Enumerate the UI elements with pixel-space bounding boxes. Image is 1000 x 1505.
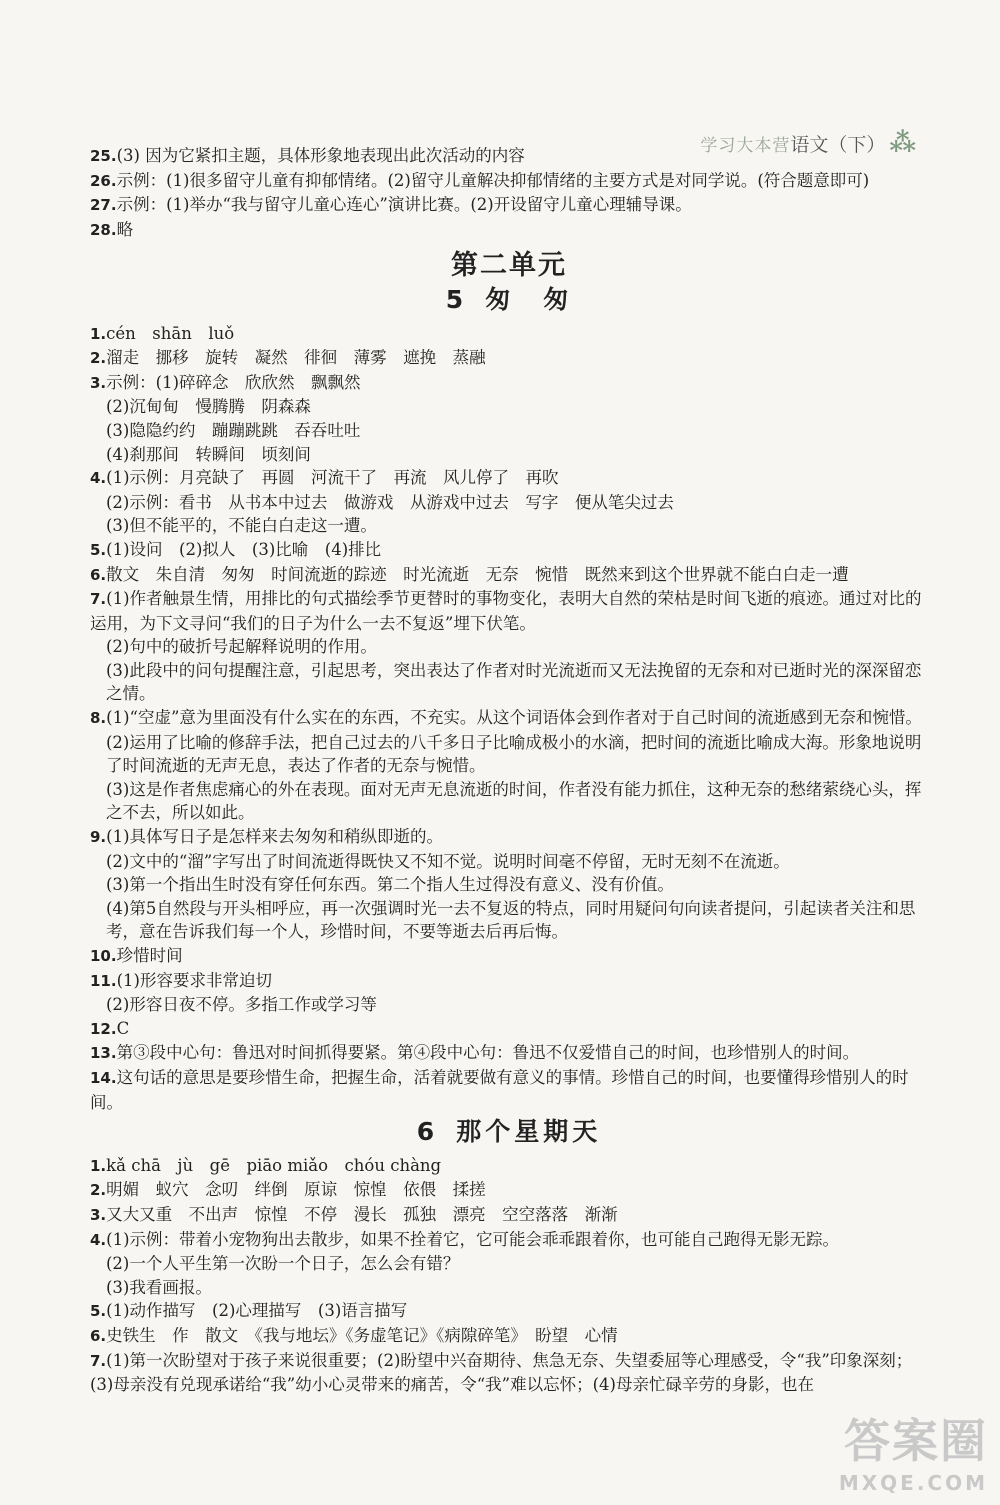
answer-line <box>90 1252 928 1276</box>
unit-title: 第二单元 <box>451 250 567 282</box>
answer-line <box>90 1154 928 1179</box>
lesson-name: 匆 匆 <box>485 284 573 314</box>
answer-text: (2)运用了比喻的修辞手法，把自己过去的八千多日子比喻成极小的水滴，把时间的流逝比喻成大海。形象地说明了时间流逝的无声无息，表达了作者的无奈与惋惜。 <box>106 732 922 776</box>
answer-line <box>90 419 928 443</box>
answer-line <box>90 466 928 491</box>
answer-text: 示例：(1)碎碎念 欣欣然 飘飘然 <box>106 372 361 392</box>
question-number: 3. <box>90 1205 107 1224</box>
answer-line <box>90 825 928 850</box>
lesson-5-title <box>90 284 928 314</box>
answer-text: (1)动作描写 (2)心理描写 (3)语言描写 <box>106 1301 408 1321</box>
lesson-6-title <box>90 1117 928 1147</box>
answer-text: (3)隐隐约约 蹦蹦跳跳 吞吞吐吐 <box>106 420 361 440</box>
answer-text: (2)句中的破折号起解释说明的作用。 <box>106 637 377 657</box>
answer-text: C <box>116 1018 130 1038</box>
answer-text: cén shān luǒ <box>106 323 235 343</box>
answer-text: kǎ chā jù gē piāo miǎo chóu chàng <box>106 1155 442 1175</box>
answer-line <box>90 1349 928 1397</box>
lesson-number: 6 <box>416 1117 439 1147</box>
answer-text: (3) 因为它紧扣主题，具体形象地表现出此次活动的内容 <box>116 146 525 165</box>
answer-text: (2)一个人平生第一次盼一个日子，怎么会有错？ <box>106 1254 460 1274</box>
question-number: 3. <box>90 373 107 392</box>
answer-content <box>90 144 928 1397</box>
answer-text: 略 <box>116 219 134 239</box>
answer-line <box>90 635 928 659</box>
answer-text: 明媚 蚁穴 念叨 绊倒 原谅 惊惶 依偎 揉搓 <box>106 1180 486 1200</box>
question-number: 1. <box>90 1156 107 1175</box>
lesson-number: 5 <box>445 284 468 314</box>
lesson-name: 那个星期天 <box>456 1117 602 1147</box>
answer-text: 示例：(1)举办“我与留守儿童心连心”演讲比赛。(2)开设留守儿童心理辅导课。 <box>116 195 692 215</box>
answer-line <box>90 514 928 538</box>
answer-text: (3)此段中的问句提醒注意，引起思考，突出表达了作者对时光流逝而又无法挽留的无奈和对已逝时光的深深留恋之情。 <box>106 660 922 704</box>
question-number: 5. <box>90 1302 107 1321</box>
answer-text: (3)这是作者焦虑痛心的外在表现。面对无声无息流逝的时间，作者没有能力抓住，这种无奈的愁绪萦绕心头，挥之不去，所以如此。 <box>106 779 922 823</box>
watermark-logo: 答案圈 <box>844 1414 988 1468</box>
answer-text: (1)“空虚”意为里面没有什么实在的东西，不充实。从这个词语体会到作者对于自己时间的流逝感到无奈和惋惜。 <box>106 708 922 728</box>
answer-text: (1)形容要求非常迫切 <box>116 970 272 990</box>
answer-text: 第③段中心句：鲁迅对时间抓得要紧。第④段中心句：鲁迅不仅爱惜自己的时间，也珍惜别人的时间。 <box>116 1043 860 1063</box>
question-number: 11. <box>90 971 117 990</box>
answer-list-lesson-6 <box>90 1154 928 1397</box>
answer-text: (1)示例：月亮缺了 再圆 河流干了 再流 风儿停了 再吹 <box>106 468 559 488</box>
question-number: 6. <box>90 1326 107 1345</box>
answer-line <box>90 443 928 467</box>
question-number: 26. <box>90 171 117 190</box>
question-number: 9. <box>90 828 107 847</box>
answer-text: (4)第5自然段与开头相呼应，再一次强调时光一去不复返的特点，同时用疑问句向读者提问，引起读者关注和思考，意在告诉我们每一个人，珍惜时间，不要等逝去后再后悔。 <box>106 898 916 942</box>
answer-line <box>90 193 928 218</box>
question-number: 25. <box>90 147 117 165</box>
answer-line <box>90 1041 928 1066</box>
answer-line <box>90 371 928 396</box>
question-number: 12. <box>90 1019 117 1038</box>
question-number: 5. <box>90 540 107 559</box>
answer-line <box>90 587 928 635</box>
answer-line <box>90 778 928 825</box>
answer-text: (1)第一次盼望对于孩子来说很重要；(2)盼望中兴奋期待、焦急无奈、失望委屈等心理感受，令“我”印象深刻；(3)母亲没有兑现承诺给“我”幼小心灵带来的痛苦，令“我”难以忘怀；(4)母亲忙碌辛劳的身影，也在 <box>90 1350 913 1395</box>
book-brand: 学习大本营 <box>700 136 791 156</box>
question-number: 8. <box>90 709 107 728</box>
answer-line <box>90 1276 928 1300</box>
question-number: 2. <box>90 349 107 368</box>
question-number: 13. <box>90 1044 117 1063</box>
question-number: 1. <box>90 324 107 343</box>
watermark <box>839 1405 988 1495</box>
subject-label: 语文（下） <box>790 134 886 156</box>
question-number: 10. <box>90 947 117 965</box>
answer-text: (4)刹那间 转瞬间 顷刻间 <box>106 444 311 464</box>
answer-text: 史铁生 作 散文 《我与地坛》《务虚笔记》《病隙碎笔》 盼望 心情 <box>106 1325 618 1345</box>
answer-list-lesson-5 <box>90 322 928 1115</box>
answer-text: (3)但不能平的，不能白白走这一遭。 <box>106 516 377 536</box>
answer-line <box>90 563 928 588</box>
question-number: 6. <box>90 565 107 584</box>
answer-text: (1)示例：带着小宠物狗出去散步，如果不拴着它，它可能会乖乖跟着你，也可能自己跑得无影无踪。 <box>106 1229 840 1249</box>
question-number: 4. <box>90 1230 107 1249</box>
answer-line <box>90 897 928 944</box>
answer-text: (2)文中的“溜”字写出了时间流逝得既快又不知不觉。说明时间毫不停留，无时无刻不在流逝。 <box>106 851 790 871</box>
answer-line <box>90 346 928 371</box>
question-number: 27. <box>90 196 117 215</box>
answer-text: (1)作者触景生情，用排比的句式描绘季节更替时的事物变化，表明大自然的荣枯是时间飞逝的痕迹。通过对比的运用，为下文寻问“我们的日子为什么一去不复返”埋下伏笔。 <box>90 589 922 633</box>
answer-text: (3)我看画报。 <box>106 1277 212 1297</box>
answer-text: 又大又重 不出声 惊惶 不停 漫长 孤独 漂亮 空空落落 渐渐 <box>106 1204 618 1224</box>
answer-line <box>90 538 928 563</box>
answer-line <box>90 1066 928 1114</box>
answer-line <box>90 1017 928 1042</box>
question-number: 4. <box>90 469 107 488</box>
answer-text: (2)示例：看书 从书本中过去 做游戏 从游戏中过去 写字 便从笔尖过去 <box>106 492 674 512</box>
answer-text: (2)沉甸甸 慢腾腾 阴森森 <box>106 397 311 417</box>
answer-line <box>90 1324 928 1349</box>
answer-text: (1)具体写日子是怎样来去匆匆和稍纵即逝的。 <box>106 827 444 847</box>
question-number: 7. <box>90 1351 107 1370</box>
watermark-url: MXQE.COM <box>838 1471 988 1495</box>
answer-text: 溜走 挪移 旋转 凝然 徘徊 薄雾 遮挽 蒸融 <box>106 348 486 368</box>
answer-text: 散文 朱自清 匆匆 时间流逝的踪迹 时光流逝 无奈 惋惜 既然来到这个世界就不能白白走一遭 <box>106 564 849 584</box>
answer-line <box>90 491 928 515</box>
question-number: 7. <box>90 590 107 609</box>
answer-text: 珍惜时间 <box>116 946 183 965</box>
answer-text: 这句话的意思是要珍惜生命，把握生命，活着就要做有意义的事情。珍惜自己的时间，也要懂得珍惜别人的时间。 <box>90 1067 909 1112</box>
answer-line <box>90 706 928 731</box>
answer-line <box>90 395 928 419</box>
answer-line <box>90 969 928 994</box>
answer-line <box>90 850 928 874</box>
answer-line <box>90 993 928 1017</box>
answer-line <box>90 731 928 778</box>
answer-line <box>90 218 928 243</box>
answer-text: (2)形容日夜不停。多指工作或学习等 <box>106 995 377 1015</box>
answer-text: 示例：(1)很多留守儿童有抑郁情绪。(2)留守儿童解决抑郁情绪的主要方式是对同学说。(符合题意即可) <box>116 170 870 190</box>
answer-line <box>90 322 928 347</box>
question-number: 14. <box>90 1068 117 1087</box>
question-number: 2. <box>90 1181 107 1200</box>
question-number: 28. <box>90 220 117 239</box>
answer-line <box>90 169 928 194</box>
answer-text: (3)第一个指出生时没有穿任何东西。第二个指人生过得没有意义、没有价值。 <box>106 875 674 895</box>
answer-text: (1)设问 (2)拟人 (3)比喻 (4)排比 <box>106 539 382 559</box>
answer-line <box>90 659 928 706</box>
answer-line <box>90 144 928 169</box>
answer-line <box>90 873 928 897</box>
answer-line <box>90 1178 928 1203</box>
decor-mark-icon: ⁂ <box>889 128 916 158</box>
answer-line <box>90 1203 928 1228</box>
answer-line <box>90 1299 928 1324</box>
answer-line <box>90 1228 928 1253</box>
answer-list-top <box>90 144 928 242</box>
answer-line <box>90 944 928 969</box>
